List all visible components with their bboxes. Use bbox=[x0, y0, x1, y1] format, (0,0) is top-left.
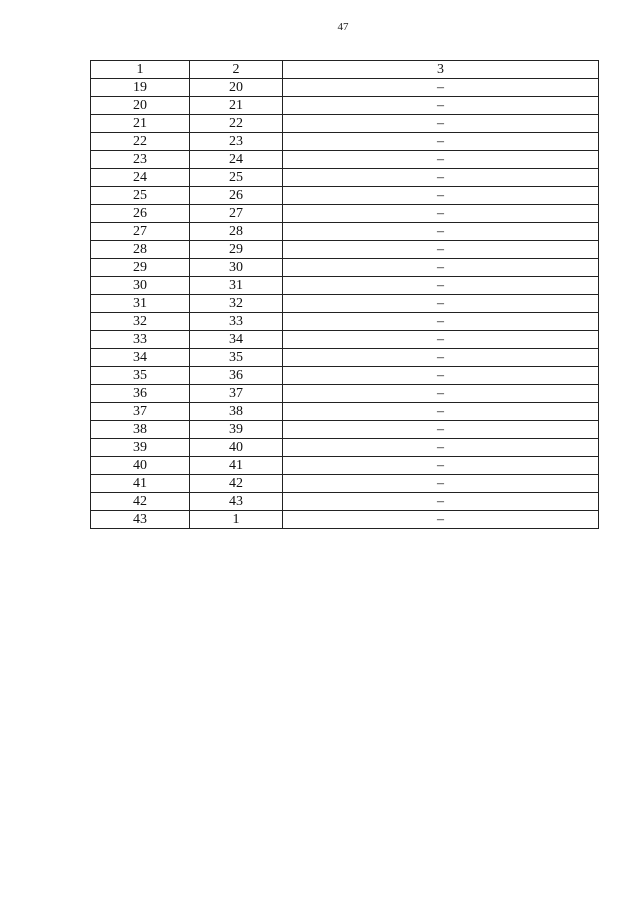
table-cell-col-2: 33 bbox=[190, 313, 283, 331]
table-cell-col-1: 22 bbox=[91, 133, 190, 151]
table-cell-col-3: – bbox=[283, 331, 599, 349]
table-row bbox=[91, 295, 599, 313]
data-table bbox=[90, 60, 599, 529]
table-cell-col-2: 21 bbox=[190, 97, 283, 115]
table-row bbox=[91, 385, 599, 403]
table-cell-col-3: – bbox=[283, 367, 599, 385]
header-cell-2: 2 bbox=[190, 61, 283, 79]
table-row bbox=[91, 79, 599, 97]
table-cell-col-2: 41 bbox=[190, 457, 283, 475]
table-cell-col-1: 42 bbox=[91, 493, 190, 511]
table-cell-col-3: – bbox=[283, 115, 599, 133]
table-header bbox=[91, 61, 599, 79]
table-cell-col-1: 20 bbox=[91, 97, 190, 115]
table-cell-col-1: 19 bbox=[91, 79, 190, 97]
table-cell-col-2: 1 bbox=[190, 511, 283, 529]
table-cell-col-3: – bbox=[283, 277, 599, 295]
table-cell-col-1: 33 bbox=[91, 331, 190, 349]
table-cell-col-2: 42 bbox=[190, 475, 283, 493]
table-cell-col-2: 25 bbox=[190, 169, 283, 187]
table-cell-col-3: – bbox=[283, 151, 599, 169]
table-cell-col-3: – bbox=[283, 241, 599, 259]
table-cell-col-3: – bbox=[283, 511, 599, 529]
table-cell-col-2: 38 bbox=[190, 403, 283, 421]
table-cell-col-3: – bbox=[283, 493, 599, 511]
table-cell-col-1: 40 bbox=[91, 457, 190, 475]
table-row bbox=[91, 133, 599, 151]
table-row bbox=[91, 331, 599, 349]
table-row bbox=[91, 493, 599, 511]
table-cell-col-1: 39 bbox=[91, 439, 190, 457]
table-cell-col-3: – bbox=[283, 421, 599, 439]
table-row bbox=[91, 187, 599, 205]
table-cell-col-2: 26 bbox=[190, 187, 283, 205]
table-cell-col-3: – bbox=[283, 79, 599, 97]
table-row bbox=[91, 367, 599, 385]
table-cell-col-2: 30 bbox=[190, 259, 283, 277]
table-row bbox=[91, 151, 599, 169]
table-cell-col-1: 29 bbox=[91, 259, 190, 277]
table-cell-col-1: 26 bbox=[91, 205, 190, 223]
table-cell-col-1: 28 bbox=[91, 241, 190, 259]
table-row bbox=[91, 403, 599, 421]
table-cell-col-2: 27 bbox=[190, 205, 283, 223]
table-cell-col-2: 34 bbox=[190, 331, 283, 349]
table-row bbox=[91, 349, 599, 367]
table-row bbox=[91, 511, 599, 529]
table-cell-col-3: – bbox=[283, 205, 599, 223]
table-cell-col-2: 39 bbox=[190, 421, 283, 439]
table-row bbox=[91, 439, 599, 457]
table-row bbox=[91, 115, 599, 133]
table-cell-col-1: 34 bbox=[91, 349, 190, 367]
table-cell-col-1: 41 bbox=[91, 475, 190, 493]
table-cell-col-1: 43 bbox=[91, 511, 190, 529]
table-cell-col-3: – bbox=[283, 187, 599, 205]
table-cell-col-2: 37 bbox=[190, 385, 283, 403]
data-table-container bbox=[90, 60, 598, 529]
table-row bbox=[91, 259, 599, 277]
table-cell-col-2: 35 bbox=[190, 349, 283, 367]
table-cell-col-1: 23 bbox=[91, 151, 190, 169]
table-cell-col-2: 28 bbox=[190, 223, 283, 241]
table-cell-col-3: – bbox=[283, 133, 599, 151]
table-cell-col-3: – bbox=[283, 457, 599, 475]
table-cell-col-3: – bbox=[283, 169, 599, 187]
table-row bbox=[91, 475, 599, 493]
table-row bbox=[91, 223, 599, 241]
table-cell-col-2: 29 bbox=[190, 241, 283, 259]
table-cell-col-2: 24 bbox=[190, 151, 283, 169]
table-cell-col-2: 43 bbox=[190, 493, 283, 511]
table-cell-col-3: – bbox=[283, 313, 599, 331]
page-number: 47 bbox=[337, 21, 349, 33]
table-row bbox=[91, 457, 599, 475]
table-cell-col-2: 23 bbox=[190, 133, 283, 151]
table-row bbox=[91, 277, 599, 295]
table-cell-col-1: 32 bbox=[91, 313, 190, 331]
table-cell-col-3: – bbox=[283, 295, 599, 313]
table-cell-col-3: – bbox=[283, 475, 599, 493]
table-cell-col-3: – bbox=[283, 439, 599, 457]
table-row bbox=[91, 241, 599, 259]
table-cell-col-3: – bbox=[283, 97, 599, 115]
table-cell-col-1: 27 bbox=[91, 223, 190, 241]
table-cell-col-3: – bbox=[283, 349, 599, 367]
header-cell-3: 3 bbox=[283, 61, 599, 79]
table-row bbox=[91, 421, 599, 439]
table-row bbox=[91, 205, 599, 223]
table-cell-col-3: – bbox=[283, 385, 599, 403]
table-row bbox=[91, 313, 599, 331]
table-cell-col-1: 37 bbox=[91, 403, 190, 421]
table-cell-col-1: 31 bbox=[91, 295, 190, 313]
table-cell-col-1: 24 bbox=[91, 169, 190, 187]
table-cell-col-1: 30 bbox=[91, 277, 190, 295]
header-row bbox=[91, 61, 599, 79]
table-cell-col-1: 21 bbox=[91, 115, 190, 133]
table-cell-col-2: 20 bbox=[190, 79, 283, 97]
table-cell-col-3: – bbox=[283, 223, 599, 241]
table-row bbox=[91, 97, 599, 115]
table-cell-col-1: 38 bbox=[91, 421, 190, 439]
table-cell-col-1: 36 bbox=[91, 385, 190, 403]
table-body bbox=[91, 79, 599, 529]
table-cell-col-2: 22 bbox=[190, 115, 283, 133]
header-cell-1: 1 bbox=[91, 61, 190, 79]
table-row bbox=[91, 169, 599, 187]
table-cell-col-1: 25 bbox=[91, 187, 190, 205]
table-cell-col-2: 40 bbox=[190, 439, 283, 457]
table-cell-col-2: 31 bbox=[190, 277, 283, 295]
table-cell-col-1: 35 bbox=[91, 367, 190, 385]
table-cell-col-2: 36 bbox=[190, 367, 283, 385]
table-cell-col-3: – bbox=[283, 259, 599, 277]
table-cell-col-2: 32 bbox=[190, 295, 283, 313]
table-cell-col-3: – bbox=[283, 403, 599, 421]
